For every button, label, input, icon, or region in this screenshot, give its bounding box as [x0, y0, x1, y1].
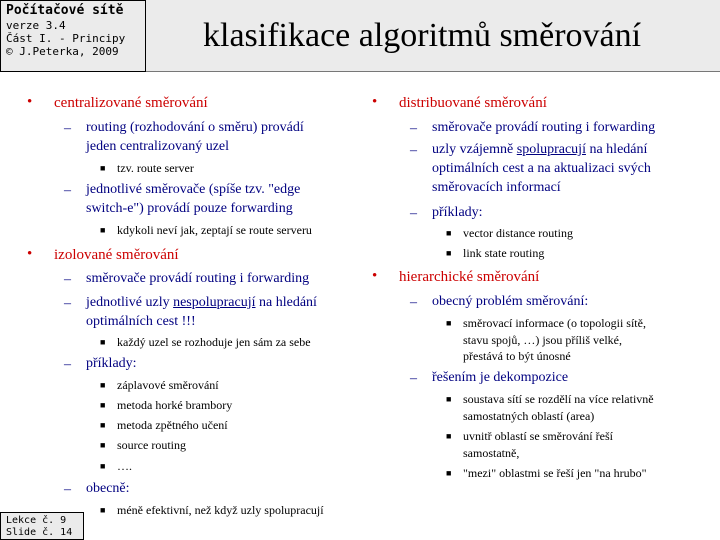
- square-bullet-icon: ■: [100, 505, 106, 515]
- slide-footer: [0, 512, 84, 540]
- square-bullet-icon: ■: [100, 225, 106, 235]
- square-bullet-icon: ■: [100, 420, 106, 430]
- square-bullet-icon: ■: [100, 461, 106, 471]
- hierarchical-item-2: řešením je dekompozice: [432, 370, 569, 385]
- distributed-item-2-line-2: optimálních cest a na aktualizaci svých: [432, 161, 651, 176]
- centralized-item-1-line-2: jeden centralizovaný uzel: [86, 139, 230, 154]
- bullet-dot-icon: •: [372, 268, 378, 284]
- centralized-item-2-line-1: jednotlivé směrovače (spíše tzv. "edge: [86, 182, 301, 197]
- square-bullet-icon: ■: [446, 228, 452, 238]
- dash-icon: –: [64, 482, 71, 497]
- slide-number: Slide č. 14: [6, 527, 73, 538]
- dash-icon: –: [410, 371, 417, 386]
- distributed-item-1: směrovače provádí routing i forwarding: [432, 120, 656, 135]
- square-bullet-icon: ■: [100, 400, 106, 410]
- hierarchical-sub-2-line-1: soustava sítí se rozdělí na více relativně: [463, 392, 654, 406]
- isolated-item-2-underlined: nespolupracují: [173, 295, 256, 310]
- isolated-item-4: obecně:: [86, 481, 130, 496]
- hierarchical-item-1: obecný problém směrování:: [432, 294, 589, 309]
- isolated-sub-general: méně efektivní, než když uzly spolupracují: [117, 503, 324, 517]
- distributed-item-2-underlined: spolupracují: [516, 142, 586, 157]
- part-text: Část I. - Principy: [6, 32, 126, 45]
- centralized-item-2-line-2: switch-e") provádí pouze forwarding: [86, 201, 293, 216]
- heading-distributed: distribuované směrování: [399, 95, 547, 111]
- centralized-sub-2: kdykoli neví jak, zeptají se route serveru: [117, 223, 312, 237]
- dash-icon: –: [64, 121, 71, 136]
- square-bullet-icon: ■: [100, 440, 106, 450]
- example-source-routing: source routing: [117, 438, 186, 452]
- square-bullet-icon: ■: [446, 318, 452, 328]
- dash-icon: –: [410, 121, 417, 136]
- isolated-item-1: směrovače provádí routing i forwarding: [86, 271, 310, 286]
- example-backward-learning: metoda zpětného učení: [117, 418, 228, 432]
- hierarchical-sub-3-line-1: uvnitř oblastí se směrování řeší: [463, 429, 613, 443]
- dash-icon: –: [410, 143, 417, 158]
- hierarchical-sub-1-line-2: stavu spojů, …) jsou příliš velké,: [463, 333, 622, 347]
- version-text: verze 3.4: [6, 19, 66, 32]
- square-bullet-icon: ■: [446, 248, 452, 258]
- example-link-state: link state routing: [463, 246, 545, 260]
- course-name: Počítačové sítě: [6, 3, 124, 18]
- hierarchical-sub-2-line-2: samostatných oblastí (area): [463, 409, 595, 423]
- course-info-box: [0, 0, 146, 72]
- lecture-number: Lekce č. 9: [6, 515, 67, 526]
- example-hot-potato: metoda horké brambory: [117, 398, 233, 412]
- distributed-item-2-line-1: [432, 142, 647, 158]
- heading-isolated: izolované směrování: [54, 247, 179, 263]
- square-bullet-icon: ■: [446, 431, 452, 441]
- isolated-item-2-line-2: optimálních cest !!!: [86, 314, 196, 329]
- heading-centralized: centralizované směrování: [54, 95, 208, 111]
- square-bullet-icon: ■: [100, 163, 106, 173]
- dash-icon: –: [64, 296, 71, 311]
- example-vector-distance: vector distance routing: [463, 226, 573, 240]
- bullet-dot-icon: •: [372, 94, 378, 110]
- isolated-item-3: příklady:: [86, 356, 137, 371]
- distributed-item-3: příklady:: [432, 205, 483, 220]
- centralized-item-1-line-1: routing (rozhodování o směru) provádí: [86, 120, 304, 135]
- isolated-item-2-post: na hledání: [255, 295, 317, 310]
- dash-icon: –: [64, 272, 71, 287]
- copyright-text: © J.Peterka, 2009: [6, 45, 119, 58]
- square-bullet-icon: ■: [100, 380, 106, 390]
- dash-icon: –: [64, 357, 71, 372]
- isolated-sub-1: každý uzel se rozhoduje jen sám za sebe: [117, 335, 311, 349]
- example-ellipsis: ….: [117, 459, 132, 473]
- hierarchical-sub-1-line-3: přestává to být únosné: [463, 349, 571, 363]
- dash-icon: –: [410, 295, 417, 310]
- heading-hierarchical: hierarchické směrování: [399, 269, 540, 285]
- square-bullet-icon: ■: [100, 337, 106, 347]
- distributed-item-2-post: na hledání: [585, 142, 648, 157]
- isolated-item-2-pre: jednotlivé uzly: [86, 295, 174, 310]
- dash-icon: –: [64, 183, 71, 198]
- bullet-dot-icon: •: [27, 246, 33, 262]
- distributed-item-2-pre: uzly vzájemně: [432, 142, 517, 157]
- hierarchical-sub-3-line-2: samostatně,: [463, 446, 520, 460]
- square-bullet-icon: ■: [446, 394, 452, 404]
- square-bullet-icon: ■: [446, 468, 452, 478]
- centralized-sub-1: tzv. route server: [117, 161, 194, 175]
- isolated-item-2-line-1: [86, 295, 317, 311]
- dash-icon: –: [410, 206, 417, 221]
- hierarchical-sub-4: "mezi" oblastmi se řeší jen "na hrubo": [463, 466, 647, 480]
- hierarchical-sub-1-line-1: směrovací informace (o topologii sítě,: [463, 316, 646, 330]
- bullet-dot-icon: •: [27, 94, 33, 110]
- example-flooding: záplavové směrování: [117, 378, 219, 392]
- distributed-item-2-line-3: směrovacích informací: [432, 180, 561, 195]
- slide-title: klasifikace algoritmů směrování: [203, 17, 642, 54]
